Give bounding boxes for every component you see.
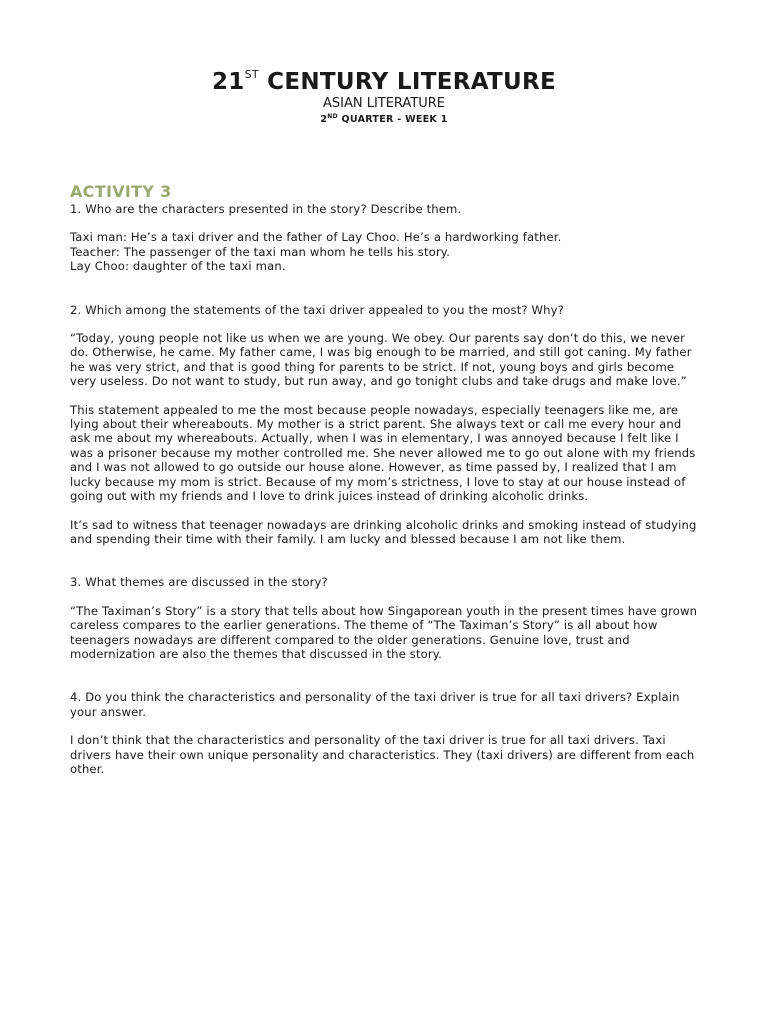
spacer: [70, 661, 698, 690]
page-subtitle: ASIAN LITERATURE: [322, 96, 446, 111]
spacer: [70, 274, 698, 303]
spacer: [70, 546, 698, 575]
spacer: [70, 719, 698, 733]
spacer: [70, 216, 698, 230]
answer-4-paragraph-1: I don’t think that the characteristics and personality of the taxi driver is true for all taxi drivers. Taxi drivers have their own unique personality and characteristics. They (taxi drivers) are different from each other.: [70, 733, 695, 776]
document-header: [70, 62, 698, 125]
question-2: 2. Which among the statements of the taxi driver appealed to you the most? Why?: [70, 302, 564, 317]
title-text: CENTURY LITERATURE: [258, 69, 557, 95]
question-4: 4. Do you think the characteristics and personality of the taxi driver is true for all taxi drivers? Explain your answer.: [70, 690, 680, 719]
question-1: 1. Who are the characters presented in the story? Describe them.: [70, 202, 462, 216]
spacer: [70, 504, 698, 518]
question-3: 3. What themes are discussed in the story?: [70, 575, 328, 590]
quarter-superscript: ND: [327, 113, 338, 120]
answer-3-paragraph-1: “The Taximan’s Story” is a story that tells about how Singaporean youth in the present times have grown careless compares to the earlier generations. The theme of “The Taximan’s Story” is all about how teenagers nowadays are different compared to the older generations. Genuine love, trust and modernization are also the themes that discussed in the story.: [70, 603, 698, 661]
answer-1-line-1: Taxi man: He’s a taxi driver and the father of Lay Choo. He’s a hardworking father.: [70, 230, 562, 245]
quarter-label: [70, 111, 698, 125]
answer-1-line-3: Lay Choo: daughter of the taxi man.: [70, 259, 286, 274]
spacer: [70, 389, 698, 403]
quarter-text: QUARTER - WEEK 1: [337, 114, 448, 125]
answer-2-paragraph-3: It’s sad to witness that teenager nowadays are drinking alcoholic drinks and smoking instead of studying and spending their time with their family. I am lucky and blessed because I am not like them.: [70, 517, 697, 546]
spacer: [70, 590, 698, 604]
answer-2-paragraph-2: This statement appealed to me the most because people nowadays, especially teenagers like me, are lying about their whereabouts. My mother is a strict parent. She always text or call me every hour and ask me about my whereabouts. Actually, when I was in elementary, I was annoyed because I felt like I was a prisoner because my mother controlled me. She never allowed me to go out alone with my friends and I was not allowed to go outside our house alone. However, as time passed by, I realized that I am lucky because my mom is strict. Because of my mom’s strictness, I love to stay at our house instead of going out with my friends and I love to drink juices instead of drinking alcoholic drinks.: [70, 402, 696, 504]
spacer: [70, 317, 698, 331]
quarter-number: 2: [320, 114, 328, 125]
title-number: 21: [211, 69, 245, 95]
answer-2-paragraph-1: “Today, young people not like us when we are young. We obey. Our parents say don‘t do this, we never do. Otherwise, he came. My father came, I was big enough to be married, and still got caning. My father he was very strict, and that is good thing for parents to be strict. If not, young boys and girls become very useless. Do not want to study, but run away, and go tonight clubs and take drugs and make love.”: [70, 331, 692, 389]
title-superscript: ST: [244, 68, 259, 81]
activity-heading: ACTIVITY 3: [70, 182, 172, 201]
page-title: [70, 62, 698, 95]
document-body: [70, 202, 698, 776]
answer-1-line-2: Teacher: The passenger of the taxi man whom he tells his story.: [70, 244, 450, 259]
